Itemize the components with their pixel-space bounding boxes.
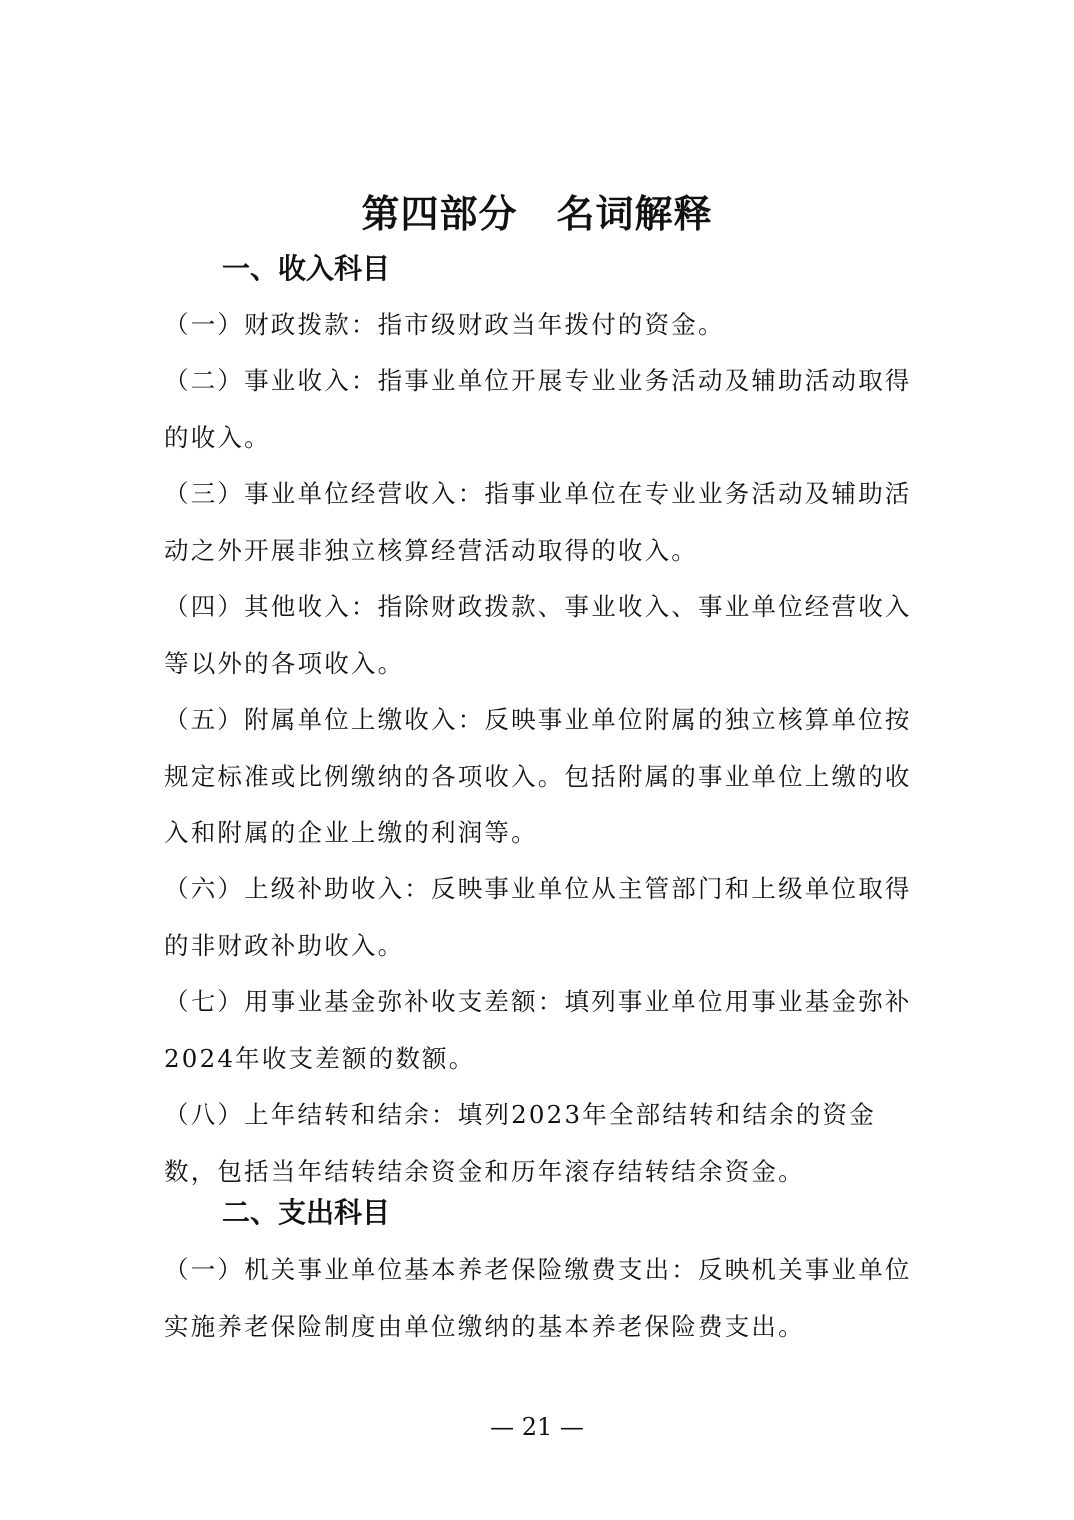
- page-title: 第四部分 名词解释: [361, 192, 713, 236]
- page-number: — 21 —: [490, 1413, 584, 1441]
- paragraph-business-income: （二）事业收入：指事业单位开展专业业务活动及辅助活动取得的收入。: [164, 366, 912, 452]
- section-heading-expenditure: 二、支出科目: [222, 1196, 391, 1229]
- paragraph-superior-subsidy-income: （六）上级补助收入：反映事业单位从主管部门和上级单位取得的非财政补助收入。: [164, 874, 912, 960]
- paragraph-fiscal-appropriation: （一）财政拨款：指市级财政当年拨付的资金。: [164, 310, 725, 339]
- paragraph-other-income: （四）其他收入：指除财政拨款、事业收入、事业单位经营收入等以外的各项收入。: [164, 592, 912, 678]
- paragraph-business-fund-offset: （七）用事业基金弥补收支差额：填列事业单位用事业基金弥补2024年收支差额的数额。: [164, 987, 912, 1073]
- paragraph-pension-insurance-expenditure: （一）机关事业单位基本养老保险缴费支出：反映机关事业单位实施养老保险制度由单位缴纳的基本养老保险费支出。: [164, 1255, 912, 1341]
- paragraph-operating-income: （三）事业单位经营收入：指事业单位在专业业务活动及辅助活动之外开展非独立核算经营活动取得的收入。: [164, 479, 912, 565]
- paragraph-prior-year-carryover: （八）上年结转和结余：填列2023年全部结转和结余的资金数，包括当年结转结余资金和历年滚存结转结余资金。: [164, 1100, 876, 1186]
- paragraph-affiliated-unit-income: （五）附属单位上缴收入：反映事业单位附属的独立核算单位按规定标准或比例缴纳的各项收入。包括附属的事业单位上缴的收入和附属的企业上缴的利润等。: [164, 705, 912, 847]
- section-heading-income: 一、收入科目: [222, 252, 391, 285]
